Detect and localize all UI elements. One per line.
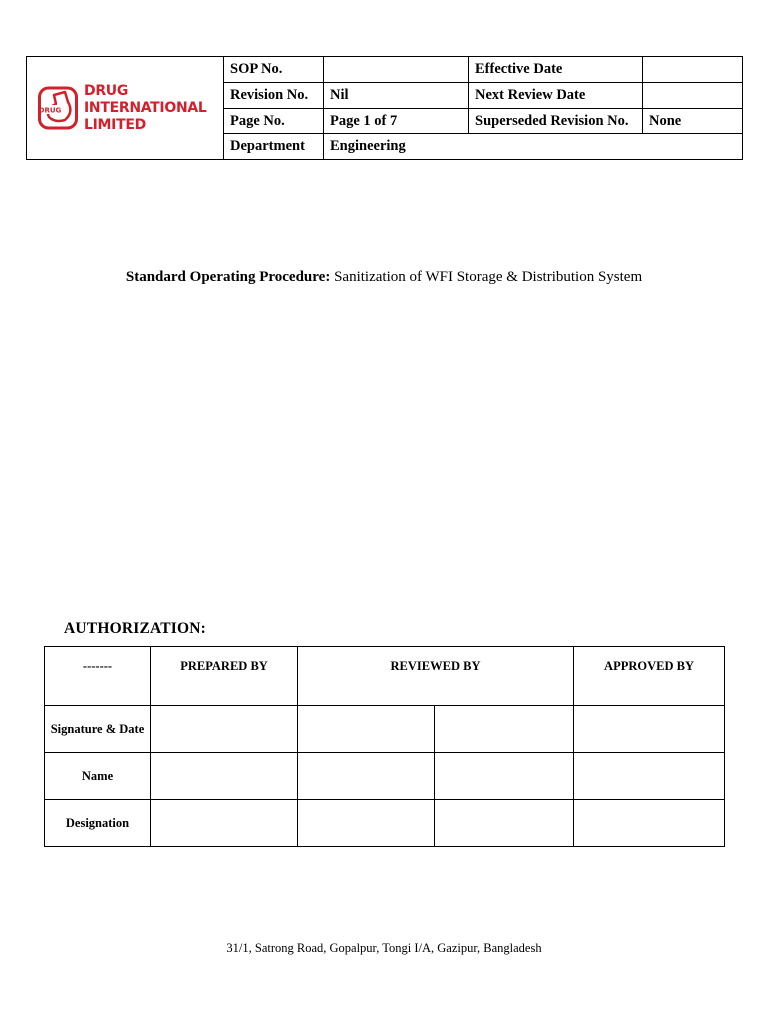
authorization-heading: AUTHORIZATION:	[64, 620, 207, 637]
company-name-line-2: INTERNATIONAL	[84, 99, 207, 116]
approved-by-name-cell[interactable]	[574, 753, 725, 800]
prepared-by-header: PREPARED BY	[151, 647, 298, 706]
footer-address: 31/1, Satrong Road, Gopalpur, Tongi I/A, Gazipur, Bangladesh	[226, 941, 542, 955]
prepared-by-designation-cell[interactable]	[151, 800, 298, 847]
approved-by-signature-cell[interactable]	[574, 706, 725, 753]
company-name-line-3: LIMITED	[84, 116, 146, 133]
logo-mark-text: DRUG	[38, 106, 62, 115]
page-no-label: Page No.	[224, 108, 324, 134]
prepared-by-signature-cell[interactable]	[151, 706, 298, 753]
sop-title	[0, 268, 768, 286]
authorization-corner-header: -------	[45, 647, 151, 706]
department-label: Department	[224, 134, 324, 160]
company-name	[84, 83, 207, 134]
effective-date-label: Effective Date	[469, 57, 643, 83]
next-review-date-label: Next Review Date	[469, 82, 643, 108]
sop-title-text: Sanitization of WFI Storage & Distribution System	[334, 269, 643, 285]
prepared-by-name-cell[interactable]	[151, 753, 298, 800]
sop-no-label: SOP No.	[224, 57, 324, 83]
sop-title-label: Standard Operating Procedure:	[125, 269, 331, 285]
approved-by-header: APPROVED BY	[574, 647, 725, 706]
sop-no-value	[324, 57, 469, 83]
superseded-revision-label: Superseded Revision No.	[469, 108, 643, 134]
revision-no-value: Nil	[324, 82, 469, 108]
approved-by-designation-cell[interactable]	[574, 800, 725, 847]
name-row-label: Name	[45, 753, 151, 800]
reviewed-by-designation-cell-1[interactable]	[298, 800, 435, 847]
company-name-line-1: DRUG	[84, 82, 129, 99]
drug-flask-logo-icon	[38, 85, 78, 131]
signature-date-row-label: Signature & Date	[45, 706, 151, 753]
designation-row-label: Designation	[45, 800, 151, 847]
reviewed-by-signature-cell-1[interactable]	[298, 706, 435, 753]
superseded-revision-value: None	[643, 108, 743, 134]
reviewed-by-designation-cell-2[interactable]	[435, 800, 574, 847]
effective-date-value	[643, 57, 743, 83]
reviewed-by-name-cell-2[interactable]	[435, 753, 574, 800]
reviewed-by-signature-cell-2[interactable]	[435, 706, 574, 753]
authorization-table	[44, 646, 725, 847]
department-value: Engineering	[324, 134, 743, 160]
next-review-date-value	[643, 82, 743, 108]
revision-no-label: Revision No.	[224, 82, 324, 108]
company-logo	[27, 83, 223, 134]
company-logo-cell	[27, 57, 224, 160]
reviewed-by-header: REVIEWED BY	[298, 647, 574, 706]
page-no-value: Page 1 of 7	[324, 108, 469, 134]
reviewed-by-name-cell-1[interactable]	[298, 753, 435, 800]
sop-header-table	[26, 56, 743, 160]
